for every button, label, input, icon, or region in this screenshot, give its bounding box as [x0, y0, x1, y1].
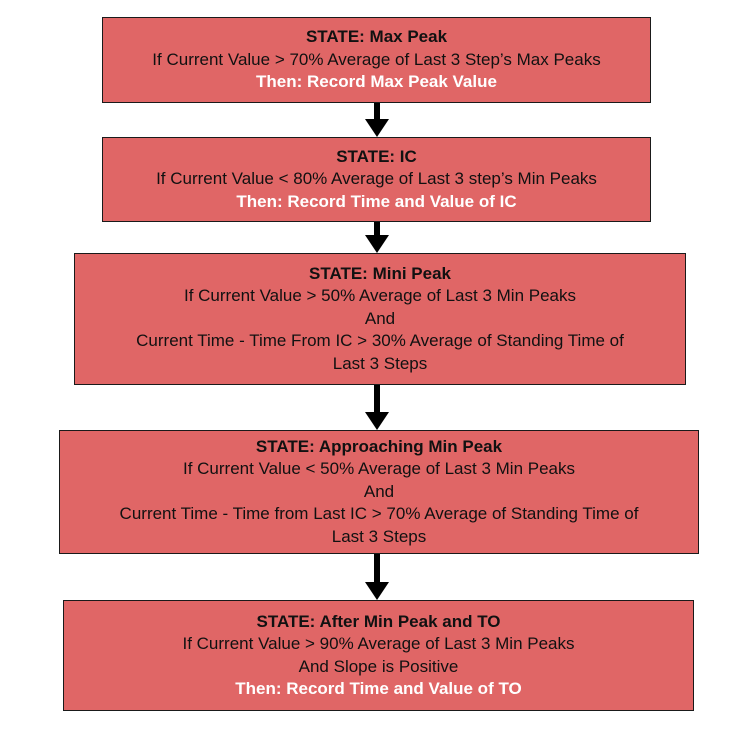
state-box-max-peak [102, 17, 651, 103]
flow-arrow [365, 385, 389, 430]
arrow-head [365, 119, 389, 137]
flow-arrow [365, 222, 389, 253]
state-box-approaching-min-peak [59, 430, 699, 554]
action-line: Then: Record Max Peak Value [256, 72, 497, 92]
condition-line: And [363, 481, 395, 501]
arrow-head [365, 235, 389, 253]
state-title: STATE: After Min Peak and TO [256, 611, 501, 631]
condition-line: If Current Value < 50% Average of Last 3 Min Peaks [182, 459, 575, 479]
condition-line: Current Time - Time From IC > 30% Average of Standing Time of [136, 331, 624, 351]
action-line: Then: Record Time and Value of IC [236, 191, 517, 211]
condition-line: Last 3 Steps [332, 353, 428, 373]
flow-arrow [365, 103, 389, 137]
action-line: Then: Record Time and Value of TO [235, 679, 522, 698]
state-box-ic [102, 137, 651, 222]
state-title: STATE: Max Peak [305, 27, 448, 47]
state-title: STATE: Approaching Min Peak [255, 436, 503, 456]
condition-line: If Current Value > 50% Average of Last 3 Min Peaks [183, 286, 576, 306]
state-title: STATE: IC [336, 146, 417, 166]
state-title: STATE: Mini Peak [308, 263, 451, 283]
condition-line: If Current Value > 90% Average of Last 3 Min Peaks [182, 634, 575, 653]
arrow-head [365, 412, 389, 430]
state-box-after-min-peak-and-to [63, 600, 694, 711]
condition-line: Last 3 Steps [331, 526, 427, 546]
arrow-shaft [374, 554, 380, 584]
flow-arrow [365, 554, 389, 600]
condition-line: And [364, 308, 396, 328]
arrow-head [365, 582, 389, 600]
state-box-mini-peak [74, 253, 686, 385]
arrow-shaft [374, 385, 380, 414]
condition-line: If Current Value > 70% Average of Last 3 Step’s Max Peaks [152, 49, 601, 69]
condition-line: If Current Value < 80% Average of Last 3 step’s Min Peaks [156, 169, 597, 189]
condition-line: And Slope is Positive [298, 656, 459, 676]
condition-line: Current Time - Time from Last IC > 70% Average of Standing Time of [119, 504, 639, 524]
